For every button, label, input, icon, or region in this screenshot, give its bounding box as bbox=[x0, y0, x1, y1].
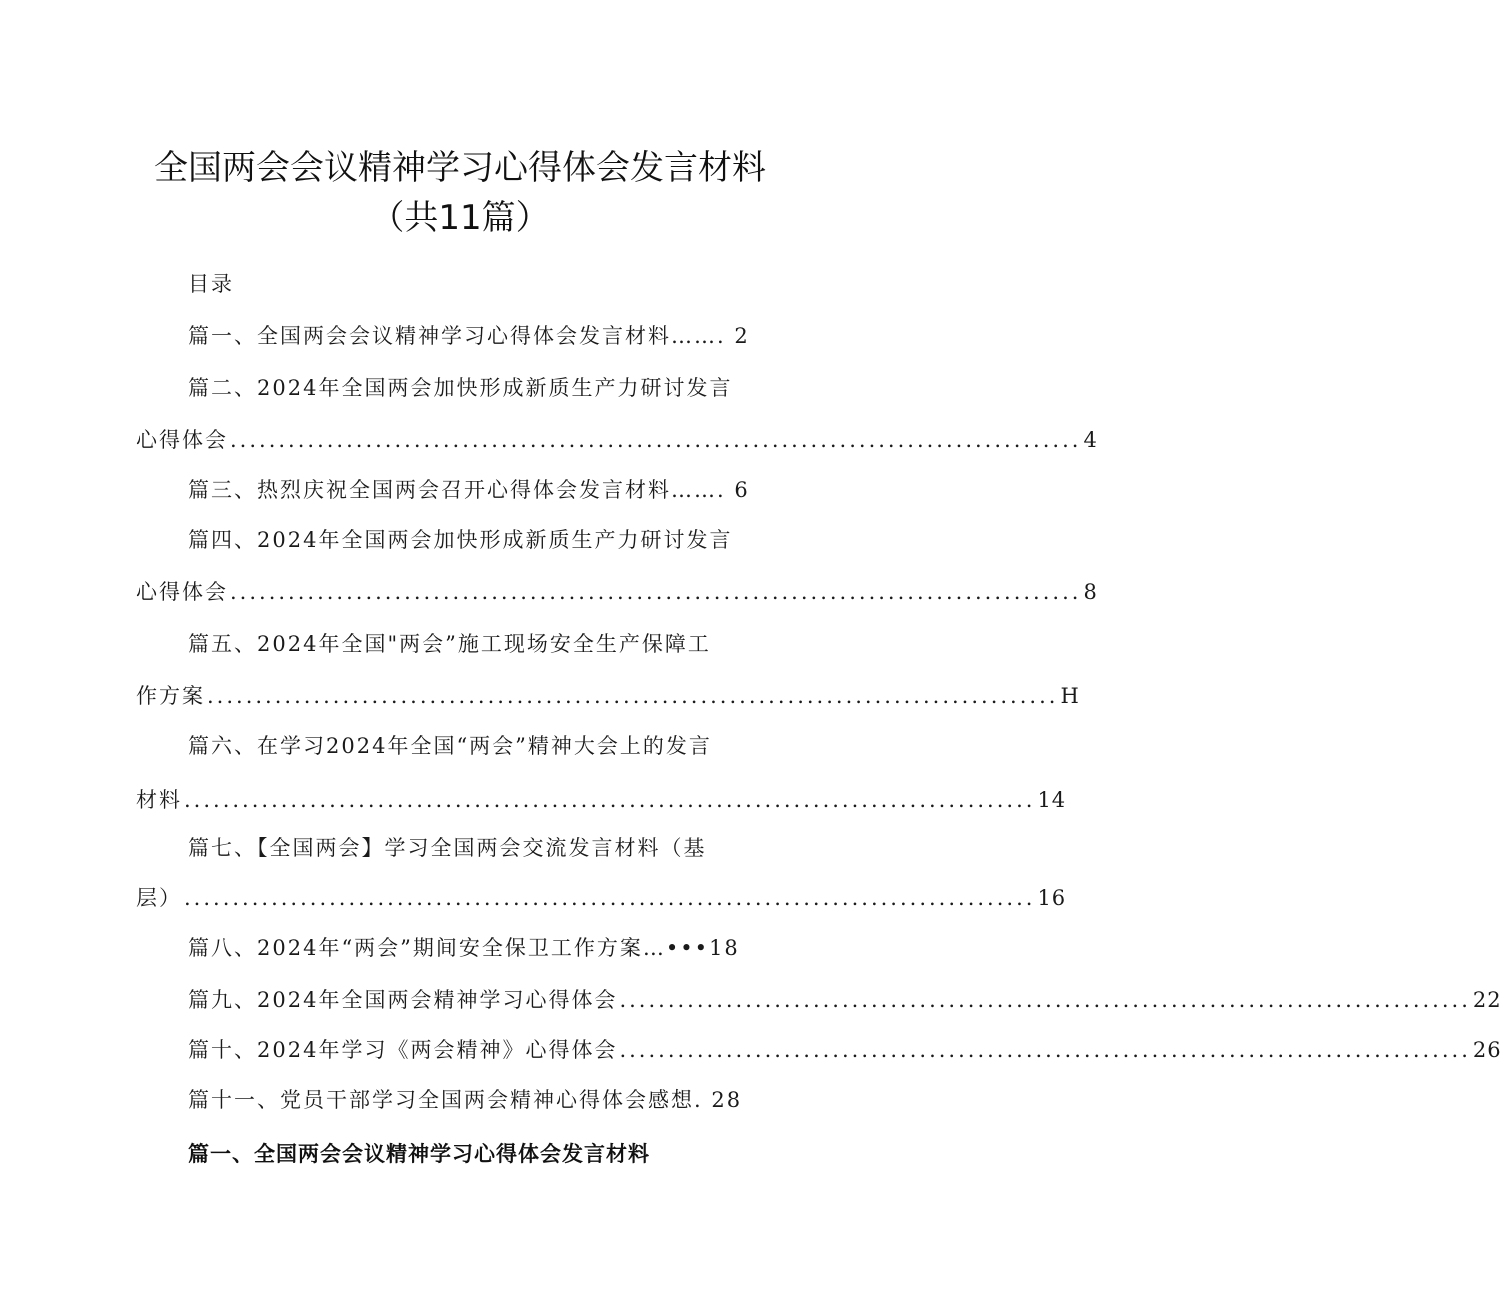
toc-entry-9 bbox=[188, 984, 1502, 1014]
toc-entry-text: 心得体会 bbox=[136, 428, 228, 452]
toc-entry-7-line1: 篇七、【全国两会】学习全国两会交流发言材料（基 bbox=[188, 836, 707, 860]
toc-page-number: H bbox=[1060, 684, 1080, 708]
toc-entry-5-line2 bbox=[136, 680, 1080, 710]
toc-leader-dots: ........................................................................................ bbox=[207, 684, 1059, 708]
toc-entry-7-line2 bbox=[136, 882, 1067, 912]
toc-leader-dots: ........................................................................................ bbox=[619, 1038, 1471, 1062]
toc-page-number: 26 bbox=[1472, 1038, 1502, 1062]
document-title: 全国两会会议精神学习心得体会发言材料 bbox=[154, 148, 766, 188]
toc-leader-dots: ........................................................................................ bbox=[619, 988, 1471, 1012]
toc-leader-dots: ........................................................................................ bbox=[230, 428, 1082, 452]
toc-entry-text: 层） bbox=[136, 886, 182, 910]
toc-entry-text: 作方案 bbox=[136, 684, 205, 708]
toc-entry-6-line2 bbox=[136, 784, 1067, 814]
toc-page-number: 4 bbox=[1083, 428, 1098, 452]
section-heading: 篇一、全国两会会议精神学习心得体会发言材料 bbox=[188, 1142, 650, 1166]
toc-page-number: 14 bbox=[1037, 788, 1067, 812]
toc-entry-6-line1: 篇六、在学习2024年全国“两会”精神大会上的发言 bbox=[188, 734, 712, 758]
toc-leader-dots: ........................................................................................ bbox=[184, 788, 1036, 812]
toc-page-number: 8 bbox=[1083, 580, 1098, 604]
toc-entry-text: 篇九、2024年全国两会精神学习心得体会 bbox=[188, 988, 618, 1012]
toc-page-number: 16 bbox=[1037, 886, 1067, 910]
toc-entry-1: 篇一、全国两会会议精神学习心得体会发言材料……. 2 bbox=[188, 324, 750, 348]
toc-entry-11: 篇十一、党员干部学习全国两会精神心得体会感想. 28 bbox=[188, 1088, 743, 1112]
toc-entry-text: 材料 bbox=[136, 788, 182, 812]
toc-leader-dots: ........................................................................................ bbox=[230, 580, 1082, 604]
toc-entry-3: 篇三、热烈庆祝全国两会召开心得体会发言材料……. 6 bbox=[188, 478, 750, 502]
toc-entry-2-line1: 篇二、2024年全国两会加快形成新质生产力研讨发言 bbox=[188, 376, 733, 400]
toc-entry-8: 篇八、2024年“两会”期间安全保卫工作方案…•••18 bbox=[188, 936, 740, 960]
toc-entry-text: 篇十、2024年学习《两会精神》心得体会 bbox=[188, 1038, 618, 1062]
toc-entry-4-line2 bbox=[136, 576, 1098, 606]
toc-label: 目录 bbox=[188, 272, 234, 296]
toc-leader-dots: ........................................................................................ bbox=[184, 886, 1036, 910]
toc-entry-text: 心得体会 bbox=[136, 580, 228, 604]
document-subtitle: （共11篇） bbox=[370, 198, 550, 238]
toc-entry-5-line1: 篇五、2024年全国"两会”施工现场安全生产保障工 bbox=[188, 632, 711, 656]
toc-entry-10 bbox=[188, 1034, 1502, 1064]
toc-entry-4-line1: 篇四、2024年全国两会加快形成新质生产力研讨发言 bbox=[188, 528, 733, 552]
toc-page-number: 22 bbox=[1472, 988, 1502, 1012]
toc-entry-2-line2 bbox=[136, 424, 1098, 454]
